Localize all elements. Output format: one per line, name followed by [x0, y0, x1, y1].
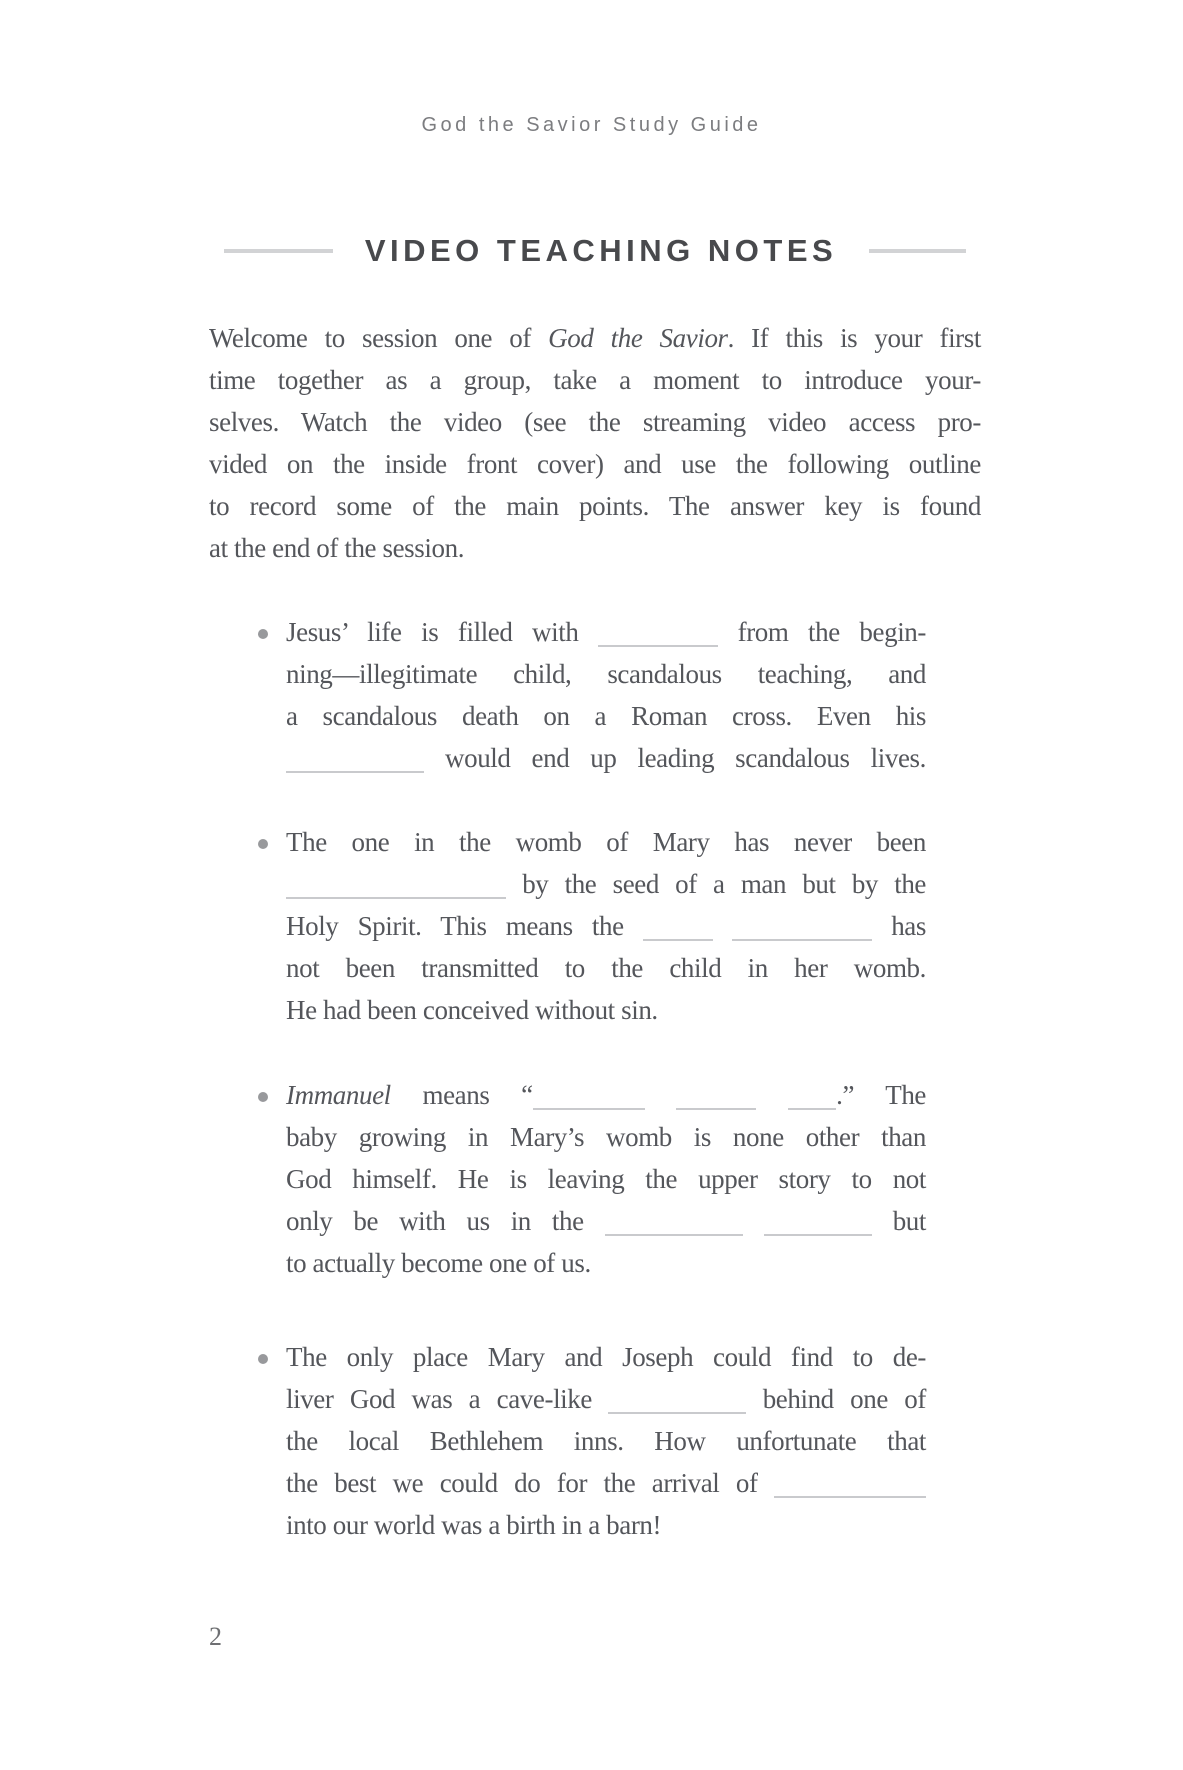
text-line [286, 1242, 926, 1284]
fill-in-blank [788, 1104, 836, 1110]
fill-in-blank [286, 893, 506, 899]
text-line [286, 821, 926, 863]
text-segment: means “ [390, 1080, 533, 1110]
text-segment: Holy Spirit. This means the [286, 911, 643, 941]
bullet-dot-icon [258, 1092, 268, 1102]
text-line [286, 863, 926, 905]
fill-in-blank [608, 1408, 746, 1414]
text-segment: Welcome to session one of [209, 323, 549, 353]
text-segment: by the seed of a man but by the [506, 869, 926, 899]
text-segment: The one in the womb of Mary has never been [286, 827, 926, 857]
section-title: VIDEO TEACHING NOTES [364, 233, 838, 268]
text-line [209, 359, 981, 401]
bullet-item-1 [286, 611, 926, 779]
fill-in-blank [732, 935, 872, 941]
bullet-text [286, 611, 926, 779]
fill-in-blank [643, 935, 713, 941]
text-line [286, 989, 926, 1031]
text-line [286, 1504, 926, 1546]
text-segment: has [872, 911, 926, 941]
heading-rule-right [869, 249, 966, 253]
text-segment: from the begin- [718, 617, 926, 647]
fill-in-blank [605, 1230, 743, 1236]
bullet-text [286, 1336, 926, 1546]
bullet-dot-icon [258, 839, 268, 849]
bullet-item-4 [286, 1336, 926, 1546]
text-line [286, 1336, 926, 1378]
text-segment: ning—illegitimate child, scandalous teaching, and [286, 659, 926, 689]
text-segment [743, 1206, 764, 1236]
bullet-dot-icon [258, 629, 268, 639]
text-line [286, 1378, 926, 1420]
text-segment: to record some of the main points. The answer key is found [209, 491, 981, 521]
text-segment: vided on the inside front cover) and use the following outline [209, 449, 981, 479]
text-line [286, 1200, 926, 1242]
italic-text: God the Savior [548, 323, 728, 353]
text-line [209, 401, 981, 443]
text-segment: only be with us in the [286, 1206, 605, 1236]
text-segment: but [871, 1206, 927, 1236]
fill-in-blank [533, 1104, 645, 1110]
text-line [286, 611, 926, 653]
fill-in-blank [774, 1492, 926, 1498]
text-segment: the best we could do for the arrival of [286, 1468, 774, 1498]
text-segment: to actually become one of us. [286, 1248, 591, 1278]
page-number: 2 [209, 1622, 222, 1651]
text-segment: .” The [836, 1080, 926, 1110]
text-line [286, 947, 926, 989]
text-segment: Jesus’ life is filled with [286, 617, 599, 647]
text-segment: liver God was a cave-like [286, 1384, 609, 1414]
text-line [209, 443, 981, 485]
text-line [209, 317, 981, 359]
text-segment: He had been conceived without sin. [286, 995, 658, 1025]
text-segment: baby growing in Mary’s womb is none other than [286, 1122, 926, 1152]
text-segment [713, 911, 732, 941]
text-segment: . If this is your first [727, 323, 981, 353]
text-segment: not been transmitted to the child in her womb. [286, 953, 926, 983]
text-line [209, 485, 981, 527]
text-line [286, 1116, 926, 1158]
bullet-item-2 [286, 821, 926, 1031]
running-head: God the Savior Study Guide [421, 114, 762, 136]
bullet-text [286, 821, 926, 1031]
fill-in-blank [598, 641, 718, 647]
bullet-item-3 [286, 1074, 926, 1284]
text-segment: into our world was a birth in a barn! [286, 1510, 662, 1540]
text-segment: God himself. He is leaving the upper story to not [286, 1164, 926, 1194]
text-segment: would end up leading scandalous lives. [424, 743, 926, 773]
text-line [286, 653, 926, 695]
text-line [286, 695, 926, 737]
text-line [286, 1158, 926, 1200]
text-segment: The only place Mary and Joseph could find to de- [286, 1342, 926, 1372]
fill-in-blank [764, 1230, 872, 1236]
fill-in-blank [676, 1104, 756, 1110]
section-heading-row [209, 233, 981, 269]
text-segment: behind one of [746, 1384, 926, 1414]
fill-in-blank [286, 767, 424, 773]
text-line [286, 737, 926, 779]
italic-text: Immanuel [286, 1080, 391, 1110]
text-segment: time together as a group, take a moment to introduce your- [209, 365, 981, 395]
text-line [286, 905, 926, 947]
text-line [209, 527, 981, 569]
text-segment: at the end of the session. [209, 533, 465, 563]
text-segment: a scandalous death on a Roman cross. Even his [286, 701, 926, 731]
text-segment [756, 1080, 788, 1110]
text-line [286, 1420, 926, 1462]
bullet-dot-icon [258, 1354, 268, 1364]
text-line [286, 1462, 926, 1504]
intro-paragraph [209, 317, 981, 569]
text-segment: selves. Watch the video (see the streaming video access pro- [209, 407, 981, 437]
heading-rule-left [224, 249, 333, 253]
text-line [286, 1074, 926, 1116]
text-segment: the local Bethlehem inns. How unfortunate that [286, 1426, 926, 1456]
bullet-text [286, 1074, 926, 1284]
text-segment [645, 1080, 677, 1110]
